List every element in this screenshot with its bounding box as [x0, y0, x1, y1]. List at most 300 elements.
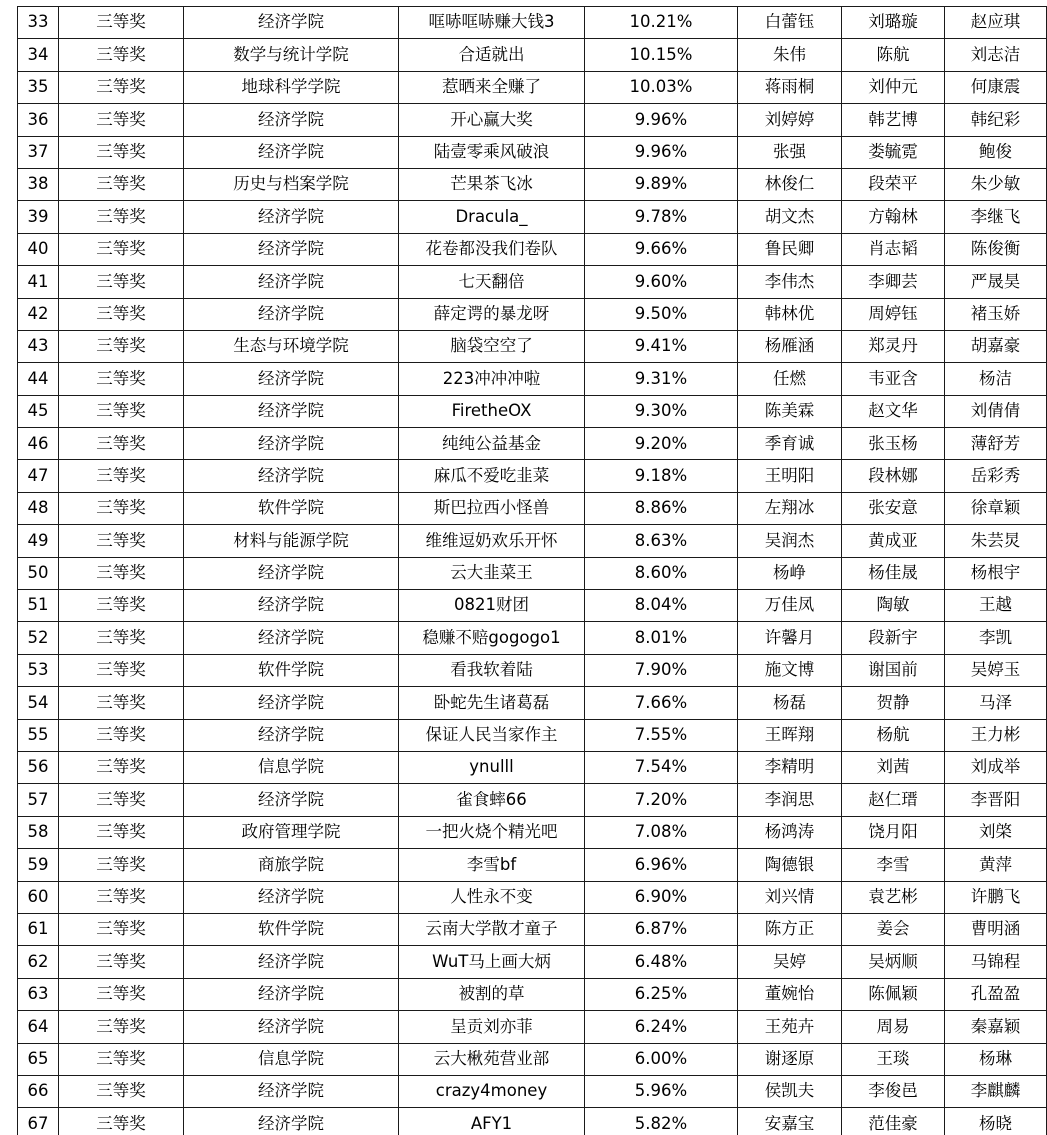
member-1-cell: 王苑卉 — [738, 1011, 842, 1043]
return-rate-cell: 8.04% — [585, 590, 738, 622]
award-cell: 三等奖 — [59, 201, 184, 233]
team-name-cell: 保证人民当家作主 — [399, 719, 585, 751]
member-2-cell: 刘璐璇 — [842, 7, 945, 39]
member-1-cell: 蒋雨桐 — [738, 71, 842, 103]
college-cell: 经济学院 — [184, 1075, 399, 1107]
award-cell: 三等奖 — [59, 298, 184, 330]
member-2-cell: 段荣平 — [842, 168, 945, 200]
team-name-cell: 七天翻倍 — [399, 266, 585, 298]
team-name-cell: 纯纯公益基金 — [399, 428, 585, 460]
member-1-cell: 胡文杰 — [738, 201, 842, 233]
member-1-cell: 杨磊 — [738, 687, 842, 719]
rank-cell: 38 — [18, 168, 59, 200]
member-3-cell: 杨洁 — [945, 363, 1047, 395]
rank-cell: 49 — [18, 525, 59, 557]
member-3-cell: 刘棨 — [945, 816, 1047, 848]
rank-cell: 47 — [18, 460, 59, 492]
rank-cell: 51 — [18, 590, 59, 622]
award-cell: 三等奖 — [59, 428, 184, 460]
member-2-cell: 谢国前 — [842, 654, 945, 686]
table-row — [18, 71, 1047, 103]
member-3-cell: 胡嘉豪 — [945, 330, 1047, 362]
college-cell: 经济学院 — [184, 298, 399, 330]
return-rate-cell: 9.96% — [585, 104, 738, 136]
college-cell: 经济学院 — [184, 978, 399, 1010]
table-row — [18, 654, 1047, 686]
award-cell: 三等奖 — [59, 460, 184, 492]
return-rate-cell: 9.50% — [585, 298, 738, 330]
member-3-cell: 杨根宇 — [945, 557, 1047, 589]
college-cell: 生态与环境学院 — [184, 330, 399, 362]
member-1-cell: 陈方正 — [738, 913, 842, 945]
return-rate-cell: 5.82% — [585, 1108, 738, 1135]
college-cell: 地球科学学院 — [184, 71, 399, 103]
return-rate-cell: 7.90% — [585, 654, 738, 686]
table-row — [18, 492, 1047, 524]
member-2-cell: 李卿芸 — [842, 266, 945, 298]
team-name-cell: 斯巴拉西小怪兽 — [399, 492, 585, 524]
member-2-cell: 韩艺博 — [842, 104, 945, 136]
return-rate-cell: 7.55% — [585, 719, 738, 751]
return-rate-cell: 10.15% — [585, 39, 738, 71]
rank-cell: 65 — [18, 1043, 59, 1075]
award-cell: 三等奖 — [59, 816, 184, 848]
team-name-cell: 卧蛇先生诸葛磊 — [399, 687, 585, 719]
member-2-cell: 陈佩颖 — [842, 978, 945, 1010]
member-1-cell: 吴婷 — [738, 946, 842, 978]
rank-cell: 67 — [18, 1108, 59, 1135]
member-3-cell: 黄萍 — [945, 849, 1047, 881]
team-name-cell: 开心赢大奖 — [399, 104, 585, 136]
rank-cell: 61 — [18, 913, 59, 945]
member-1-cell: 许馨月 — [738, 622, 842, 654]
return-rate-cell: 8.86% — [585, 492, 738, 524]
member-3-cell: 褚玉娇 — [945, 298, 1047, 330]
award-cell: 三等奖 — [59, 719, 184, 751]
member-2-cell: 郑灵丹 — [842, 330, 945, 362]
rank-cell: 41 — [18, 266, 59, 298]
member-2-cell: 杨航 — [842, 719, 945, 751]
award-cell: 三等奖 — [59, 849, 184, 881]
member-2-cell: 王琰 — [842, 1043, 945, 1075]
rank-cell: 53 — [18, 654, 59, 686]
table-row — [18, 719, 1047, 751]
table-row — [18, 881, 1047, 913]
member-1-cell: 董婉怡 — [738, 978, 842, 1010]
member-2-cell: 李俊邑 — [842, 1075, 945, 1107]
rank-cell: 55 — [18, 719, 59, 751]
table-row — [18, 946, 1047, 978]
college-cell: 经济学院 — [184, 201, 399, 233]
member-2-cell: 刘茜 — [842, 751, 945, 783]
team-name-cell: 人性永不变 — [399, 881, 585, 913]
member-3-cell: 许鹏飞 — [945, 881, 1047, 913]
member-2-cell: 方翰林 — [842, 201, 945, 233]
member-1-cell: 安嘉宝 — [738, 1108, 842, 1135]
return-rate-cell: 7.66% — [585, 687, 738, 719]
member-3-cell: 赵应琪 — [945, 7, 1047, 39]
rank-cell: 52 — [18, 622, 59, 654]
table-row — [18, 39, 1047, 71]
college-cell: 经济学院 — [184, 946, 399, 978]
table-row — [18, 784, 1047, 816]
rank-cell: 64 — [18, 1011, 59, 1043]
member-2-cell: 刘仲元 — [842, 71, 945, 103]
college-cell: 经济学院 — [184, 784, 399, 816]
rank-cell: 34 — [18, 39, 59, 71]
member-1-cell: 任燃 — [738, 363, 842, 395]
award-cell: 三等奖 — [59, 492, 184, 524]
member-1-cell: 李伟杰 — [738, 266, 842, 298]
rank-cell: 54 — [18, 687, 59, 719]
award-cell: 三等奖 — [59, 233, 184, 265]
college-cell: 经济学院 — [184, 557, 399, 589]
rank-cell: 39 — [18, 201, 59, 233]
college-cell: 经济学院 — [184, 719, 399, 751]
return-rate-cell: 9.96% — [585, 136, 738, 168]
return-rate-cell: 6.90% — [585, 881, 738, 913]
member-1-cell: 李润思 — [738, 784, 842, 816]
member-3-cell: 曹明涵 — [945, 913, 1047, 945]
return-rate-cell: 9.31% — [585, 363, 738, 395]
table-row — [18, 104, 1047, 136]
return-rate-cell: 7.20% — [585, 784, 738, 816]
table-row — [18, 330, 1047, 362]
return-rate-cell: 10.03% — [585, 71, 738, 103]
member-1-cell: 刘婷婷 — [738, 104, 842, 136]
award-cell: 三等奖 — [59, 654, 184, 686]
return-rate-cell: 6.25% — [585, 978, 738, 1010]
return-rate-cell: 6.96% — [585, 849, 738, 881]
member-3-cell: 何康震 — [945, 71, 1047, 103]
team-name-cell: crazy4money — [399, 1075, 585, 1107]
award-cell: 三等奖 — [59, 590, 184, 622]
table-row — [18, 233, 1047, 265]
member-1-cell: 白蕾钰 — [738, 7, 842, 39]
table-row — [18, 622, 1047, 654]
team-name-cell: 惹晒来全赚了 — [399, 71, 585, 103]
member-2-cell: 肖志韬 — [842, 233, 945, 265]
team-name-cell: 脑袋空空了 — [399, 330, 585, 362]
member-2-cell: 贺静 — [842, 687, 945, 719]
rank-cell: 62 — [18, 946, 59, 978]
table-row — [18, 1108, 1047, 1135]
college-cell: 政府管理学院 — [184, 816, 399, 848]
award-cell: 三等奖 — [59, 395, 184, 427]
table-row — [18, 1011, 1047, 1043]
college-cell: 经济学院 — [184, 104, 399, 136]
member-2-cell: 陈航 — [842, 39, 945, 71]
table-row — [18, 978, 1047, 1010]
return-rate-cell: 10.21% — [585, 7, 738, 39]
team-name-cell: 看我软着陆 — [399, 654, 585, 686]
member-1-cell: 侯凯夫 — [738, 1075, 842, 1107]
table-row — [18, 136, 1047, 168]
return-rate-cell: 9.20% — [585, 428, 738, 460]
member-3-cell: 马泽 — [945, 687, 1047, 719]
table-row — [18, 1043, 1047, 1075]
member-3-cell: 朱芸炅 — [945, 525, 1047, 557]
return-rate-cell: 6.87% — [585, 913, 738, 945]
member-2-cell: 陶敏 — [842, 590, 945, 622]
member-1-cell: 杨峥 — [738, 557, 842, 589]
member-1-cell: 朱伟 — [738, 39, 842, 71]
return-rate-cell: 9.30% — [585, 395, 738, 427]
college-cell: 经济学院 — [184, 460, 399, 492]
member-2-cell: 杨佳晟 — [842, 557, 945, 589]
member-3-cell: 王越 — [945, 590, 1047, 622]
table-row — [18, 751, 1047, 783]
team-name-cell: 芒果茶飞冰 — [399, 168, 585, 200]
college-cell: 经济学院 — [184, 881, 399, 913]
member-2-cell: 张安意 — [842, 492, 945, 524]
award-cell: 三等奖 — [59, 622, 184, 654]
team-name-cell: 麻瓜不爱吃韭菜 — [399, 460, 585, 492]
rank-cell: 63 — [18, 978, 59, 1010]
member-3-cell: 王力彬 — [945, 719, 1047, 751]
member-3-cell: 吴婷玉 — [945, 654, 1047, 686]
member-2-cell: 姜会 — [842, 913, 945, 945]
table-row — [18, 395, 1047, 427]
award-cell: 三等奖 — [59, 946, 184, 978]
return-rate-cell: 9.66% — [585, 233, 738, 265]
college-cell: 经济学院 — [184, 363, 399, 395]
table-row — [18, 363, 1047, 395]
college-cell: 软件学院 — [184, 654, 399, 686]
rank-cell: 35 — [18, 71, 59, 103]
member-3-cell: 李麒麟 — [945, 1075, 1047, 1107]
member-1-cell: 陈美霖 — [738, 395, 842, 427]
member-2-cell: 吴炳顺 — [842, 946, 945, 978]
member-3-cell: 刘成举 — [945, 751, 1047, 783]
award-cell: 三等奖 — [59, 363, 184, 395]
team-name-cell: 薛定谔的暴龙呀 — [399, 298, 585, 330]
team-name-cell: Dracula_ — [399, 201, 585, 233]
member-2-cell: 范佳豪 — [842, 1108, 945, 1135]
member-1-cell: 谢逐原 — [738, 1043, 842, 1075]
rank-cell: 57 — [18, 784, 59, 816]
return-rate-cell: 9.60% — [585, 266, 738, 298]
table-row — [18, 1075, 1047, 1107]
table-row — [18, 590, 1047, 622]
rank-cell: 46 — [18, 428, 59, 460]
table-row — [18, 168, 1047, 200]
award-cell: 三等奖 — [59, 71, 184, 103]
member-2-cell: 周婷钰 — [842, 298, 945, 330]
member-1-cell: 吴润杰 — [738, 525, 842, 557]
table-row — [18, 849, 1047, 881]
team-name-cell: 哐哧哐哧赚大钱3 — [399, 7, 585, 39]
return-rate-cell: 8.63% — [585, 525, 738, 557]
member-1-cell: 李精明 — [738, 751, 842, 783]
member-2-cell: 袁艺彬 — [842, 881, 945, 913]
college-cell: 经济学院 — [184, 687, 399, 719]
rank-cell: 48 — [18, 492, 59, 524]
return-rate-cell: 7.54% — [585, 751, 738, 783]
team-name-cell: 云南大学散才童子 — [399, 913, 585, 945]
college-cell: 经济学院 — [184, 622, 399, 654]
rank-cell: 59 — [18, 849, 59, 881]
rank-cell: 33 — [18, 7, 59, 39]
award-cell: 三等奖 — [59, 881, 184, 913]
team-name-cell: 李雪bf — [399, 849, 585, 881]
return-rate-cell: 6.00% — [585, 1043, 738, 1075]
team-name-cell: WuT马上画大炳 — [399, 946, 585, 978]
member-2-cell: 韦亚含 — [842, 363, 945, 395]
college-cell: 信息学院 — [184, 751, 399, 783]
team-name-cell: 0821财团 — [399, 590, 585, 622]
award-cell: 三等奖 — [59, 39, 184, 71]
member-1-cell: 左翔冰 — [738, 492, 842, 524]
award-cell: 三等奖 — [59, 1043, 184, 1075]
rank-cell: 50 — [18, 557, 59, 589]
table-row — [18, 428, 1047, 460]
member-3-cell: 杨琳 — [945, 1043, 1047, 1075]
return-rate-cell: 5.96% — [585, 1075, 738, 1107]
team-name-cell: 呈贡刘亦菲 — [399, 1011, 585, 1043]
table-row — [18, 7, 1047, 39]
member-3-cell: 朱少敏 — [945, 168, 1047, 200]
award-cell: 三等奖 — [59, 7, 184, 39]
table-row — [18, 266, 1047, 298]
award-cell: 三等奖 — [59, 104, 184, 136]
return-rate-cell: 8.60% — [585, 557, 738, 589]
award-cell: 三等奖 — [59, 168, 184, 200]
team-name-cell: 223冲冲冲啦 — [399, 363, 585, 395]
awards-table — [17, 6, 1047, 1135]
college-cell: 经济学院 — [184, 136, 399, 168]
member-2-cell: 周易 — [842, 1011, 945, 1043]
rank-cell: 42 — [18, 298, 59, 330]
college-cell: 经济学院 — [184, 1108, 399, 1135]
college-cell: 软件学院 — [184, 492, 399, 524]
rank-cell: 43 — [18, 330, 59, 362]
member-2-cell: 张玉杨 — [842, 428, 945, 460]
team-name-cell: 稳赚不赔gogogo1 — [399, 622, 585, 654]
member-2-cell: 饶月阳 — [842, 816, 945, 848]
award-cell: 三等奖 — [59, 1075, 184, 1107]
team-name-cell: 陆壹零乘风破浪 — [399, 136, 585, 168]
member-2-cell: 娄毓霓 — [842, 136, 945, 168]
rank-cell: 44 — [18, 363, 59, 395]
college-cell: 数学与统计学院 — [184, 39, 399, 71]
college-cell: 软件学院 — [184, 913, 399, 945]
member-2-cell: 段新宇 — [842, 622, 945, 654]
member-3-cell: 孔盈盈 — [945, 978, 1047, 1010]
member-1-cell: 万佳凤 — [738, 590, 842, 622]
member-3-cell: 李晋阳 — [945, 784, 1047, 816]
college-cell: 经济学院 — [184, 233, 399, 265]
rank-cell: 40 — [18, 233, 59, 265]
return-rate-cell: 6.24% — [585, 1011, 738, 1043]
member-2-cell: 李雪 — [842, 849, 945, 881]
member-3-cell: 鲍俊 — [945, 136, 1047, 168]
rank-cell: 58 — [18, 816, 59, 848]
college-cell: 商旅学院 — [184, 849, 399, 881]
team-name-cell: 云大楸苑营业部 — [399, 1043, 585, 1075]
table-row — [18, 460, 1047, 492]
return-rate-cell: 9.89% — [585, 168, 738, 200]
member-3-cell: 马锦程 — [945, 946, 1047, 978]
member-3-cell: 刘志洁 — [945, 39, 1047, 71]
member-1-cell: 王明阳 — [738, 460, 842, 492]
member-3-cell: 薄舒芳 — [945, 428, 1047, 460]
member-1-cell: 王晖翔 — [738, 719, 842, 751]
award-cell: 三等奖 — [59, 266, 184, 298]
table-row — [18, 557, 1047, 589]
member-2-cell: 赵仁瑨 — [842, 784, 945, 816]
member-1-cell: 鲁民卿 — [738, 233, 842, 265]
rank-cell: 66 — [18, 1075, 59, 1107]
award-cell: 三等奖 — [59, 913, 184, 945]
member-1-cell: 张强 — [738, 136, 842, 168]
award-cell: 三等奖 — [59, 978, 184, 1010]
return-rate-cell: 9.78% — [585, 201, 738, 233]
return-rate-cell: 9.18% — [585, 460, 738, 492]
member-3-cell: 刘倩倩 — [945, 395, 1047, 427]
college-cell: 材料与能源学院 — [184, 525, 399, 557]
member-1-cell: 林俊仁 — [738, 168, 842, 200]
member-3-cell: 陈俊衡 — [945, 233, 1047, 265]
college-cell: 经济学院 — [184, 266, 399, 298]
award-cell: 三等奖 — [59, 330, 184, 362]
award-cell: 三等奖 — [59, 1011, 184, 1043]
award-cell: 三等奖 — [59, 136, 184, 168]
member-3-cell: 岳彩秀 — [945, 460, 1047, 492]
member-3-cell: 李凯 — [945, 622, 1047, 654]
member-1-cell: 刘兴情 — [738, 881, 842, 913]
team-name-cell: 被割的草 — [399, 978, 585, 1010]
award-cell: 三等奖 — [59, 687, 184, 719]
table-row — [18, 525, 1047, 557]
award-cell: 三等奖 — [59, 1108, 184, 1135]
team-name-cell: 一把火烧个精光吧 — [399, 816, 585, 848]
college-cell: 经济学院 — [184, 7, 399, 39]
college-cell: 经济学院 — [184, 590, 399, 622]
rank-cell: 45 — [18, 395, 59, 427]
award-cell: 三等奖 — [59, 525, 184, 557]
award-cell: 三等奖 — [59, 557, 184, 589]
member-3-cell: 徐章颖 — [945, 492, 1047, 524]
member-1-cell: 陶德银 — [738, 849, 842, 881]
member-2-cell: 段林娜 — [842, 460, 945, 492]
team-name-cell: 雀食蟀66 — [399, 784, 585, 816]
member-1-cell: 施文博 — [738, 654, 842, 686]
member-3-cell: 李继飞 — [945, 201, 1047, 233]
member-3-cell: 杨晓 — [945, 1108, 1047, 1135]
return-rate-cell: 8.01% — [585, 622, 738, 654]
table-row — [18, 816, 1047, 848]
table-row — [18, 298, 1047, 330]
return-rate-cell: 9.41% — [585, 330, 738, 362]
team-name-cell: 合适就出 — [399, 39, 585, 71]
rank-cell: 56 — [18, 751, 59, 783]
award-cell: 三等奖 — [59, 751, 184, 783]
table-row — [18, 687, 1047, 719]
award-cell: 三等奖 — [59, 784, 184, 816]
team-name-cell: ynulll — [399, 751, 585, 783]
team-name-cell: 云大韭菜王 — [399, 557, 585, 589]
team-name-cell: AFY1 — [399, 1108, 585, 1135]
member-1-cell: 季育诚 — [738, 428, 842, 460]
rank-cell: 36 — [18, 104, 59, 136]
member-2-cell: 赵文华 — [842, 395, 945, 427]
college-cell: 经济学院 — [184, 395, 399, 427]
rank-cell: 60 — [18, 881, 59, 913]
return-rate-cell: 6.48% — [585, 946, 738, 978]
college-cell: 经济学院 — [184, 428, 399, 460]
team-name-cell: 维维逗奶欢乐开怀 — [399, 525, 585, 557]
